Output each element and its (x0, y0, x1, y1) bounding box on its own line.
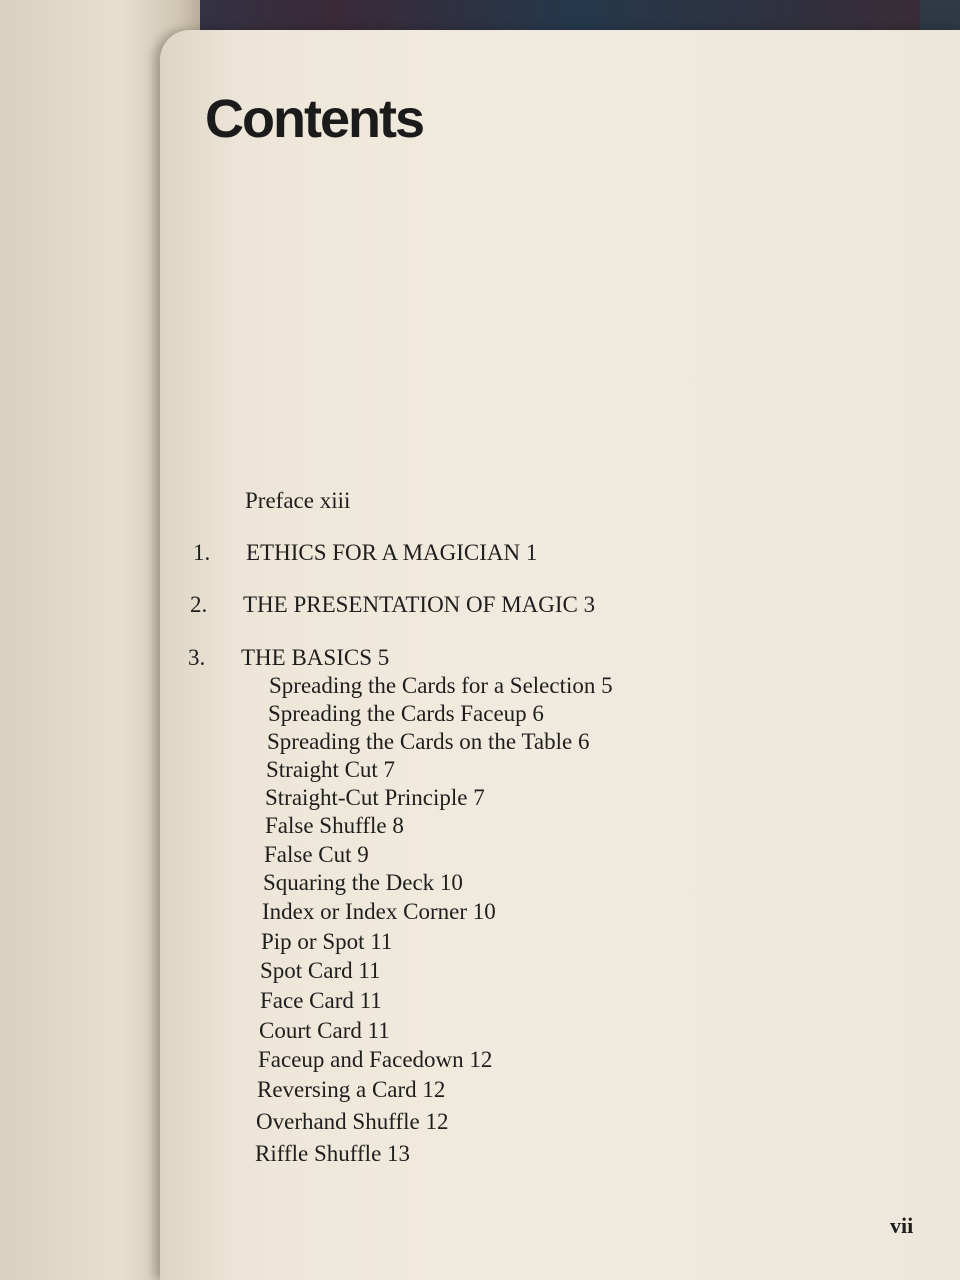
chapter-number: 1. (193, 540, 211, 565)
toc-subentry: Pip or Spot 11 (261, 929, 393, 954)
toc-subentry: Straight Cut 7 (266, 757, 396, 782)
toc-preface: Preface xiii (245, 488, 351, 513)
toc-subentry: Face Card 11 (260, 988, 382, 1013)
toc-subentry: Index or Index Corner 10 (262, 899, 496, 924)
toc-subentry: Court Card 11 (259, 1018, 390, 1043)
toc-subentry: False Cut 9 (264, 842, 369, 867)
chapter-title: THE BASICS 5 (241, 645, 390, 670)
toc-subentry: Reversing a Card 12 (257, 1077, 446, 1102)
toc-subentry: Spreading the Cards Faceup 6 (268, 701, 544, 726)
toc-subentry: Squaring the Deck 10 (263, 870, 463, 895)
chapter-title: ETHICS FOR A MAGICIAN 1 (246, 540, 538, 565)
toc-subentry: Straight-Cut Principle 7 (265, 785, 485, 810)
toc-subentry: Faceup and Facedown 12 (258, 1047, 493, 1072)
page-number: vii (890, 1213, 914, 1238)
toc-subentry: Spreading the Cards on the Table 6 (267, 729, 590, 754)
toc-subentry: Spreading the Cards for a Selection 5 (269, 673, 613, 698)
toc-subentry: False Shuffle 8 (265, 813, 404, 838)
chapter-title: THE PRESENTATION OF MAGIC 3 (243, 592, 596, 617)
toc-subentry: Spot Card 11 (260, 958, 381, 983)
toc-subentry: Overhand Shuffle 12 (256, 1109, 449, 1134)
chapter-number: 2. (190, 592, 208, 617)
toc-subentry: Riffle Shuffle 13 (255, 1141, 411, 1166)
page-title: Contents (205, 89, 423, 149)
chapter-number: 3. (188, 645, 206, 670)
